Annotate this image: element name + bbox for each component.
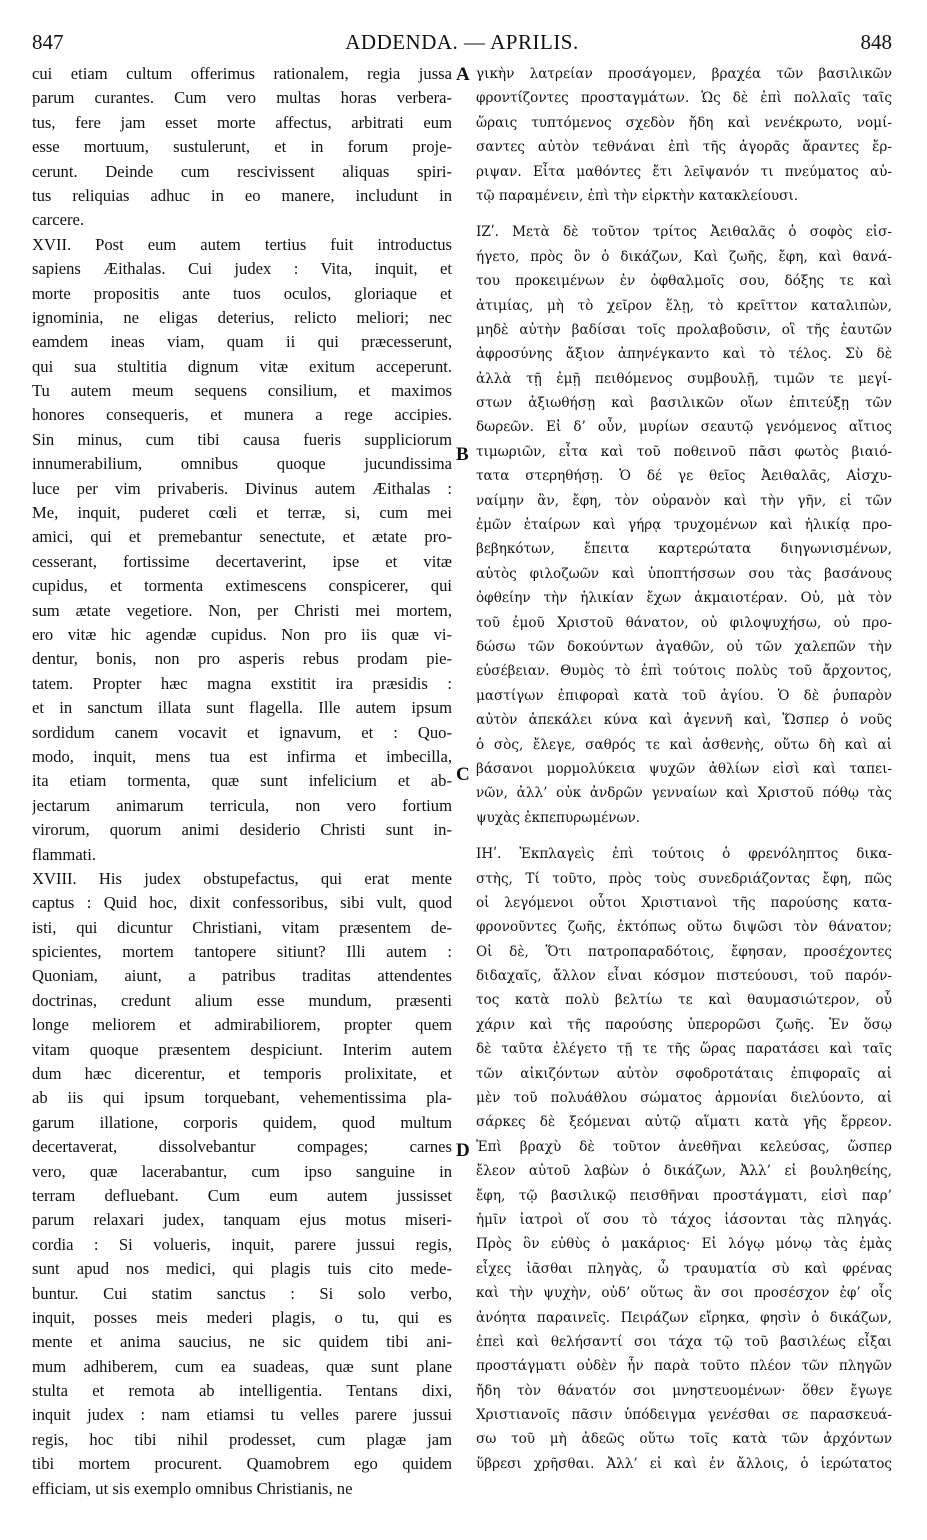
running-title: ADDENDA. — APRILIS. (345, 30, 579, 54)
greek-text-line: ΙΖʹ. Μετὰ δὲ τοῦτον τρίτος Ἀειθαλᾶς ὁ σοφὸς εἰσ- (476, 224, 892, 241)
page-number-left: 847 (32, 30, 64, 54)
latin-text-line: vero, quæ lacerabantur, cum ipso sanguine in (32, 1161, 452, 1181)
latin-text-line: innumerabilium, omnibus quoque jucundissima (32, 454, 452, 474)
paragraph-gap (476, 208, 892, 220)
greek-text-line: τατα στερηθήσῃ. Ὁ δέ γε θεῖος Ἀειθαλᾶς, Αἰσχυ- (476, 468, 892, 485)
latin-text-line: ab iis qui ipsum torquebant, vehementissima pla- (32, 1088, 452, 1108)
greek-text-line: φρονοῦντες ζωῆς, ἐκτόπως οὕτω διψῶσι τὸν θάνατον; (476, 919, 892, 936)
latin-text-line: tibi mortem procurent. Quamobrem ego quidem (32, 1454, 452, 1474)
latin-text-line: mum adhiberem, cum ea suadeas, quæ sunt plane (32, 1356, 452, 1376)
greek-text-line: μαστίγων ἐπιφοραὶ κατὰ τοῦ ἁγίου. Ὁ δὲ ῥυπαρὸν (476, 687, 892, 704)
latin-text-line: flammati. (32, 844, 97, 864)
greek-text-line: του προκειμένων ἐν ὀφθαλμοῖς σου, δόξης τε καὶ (476, 273, 892, 290)
latin-text-line: captus : Quid hoc, dixit confessoribus, sibi vult, quod (32, 893, 452, 913)
greek-text-line: ναίμην ἂν, ἔφη, τὸν οὐρανὸν καὶ τὴν γῆν, εἰ τῶν (476, 492, 892, 509)
latin-text-line: garum illatione, corporis quidem, quod multum (32, 1112, 452, 1132)
greek-text-line: ΙΗʹ. Ἐκπλαγεὶς ἐπὶ τούτοις ὁ φρενόληπτος δικα- (476, 846, 892, 863)
greek-text-line: δώσω τῶν δοκούντων ἀγαθῶν, οὐ τῶν χαλεπῶν τὴν (476, 638, 892, 655)
latin-text-line: Sin minus, cum tibi causa fueris suppliciorum (32, 429, 452, 449)
greek-text-line: βεβηκότων, ἔπειτα καρτερώτατα διηγωνισμένων, (476, 541, 892, 558)
greek-text-line: Πρὸς ὃν εὐθὺς ὁ μακάριος· Εἰ λόγῳ μόνῳ τὰς ἐμὰς (476, 1236, 892, 1253)
latin-text-line: buntur. Cui statim sanctus : Si solo verbo, (32, 1283, 452, 1303)
greek-text-line: αὐτὸν ἀπεκάλει κύνα καὶ ἀγεννῆ καὶ, Ὥσπερ ὁ νοῦς (476, 712, 892, 729)
latin-text-line: jectarum animarum terricula, non vero fortium (32, 795, 452, 815)
greek-text-line: ὁ σὸς, ἔλεγε, σαθρός τε καὶ ἀσθενὴς, οὕτω δὴ καὶ αἱ (476, 736, 892, 753)
latin-text-line: XVIII. His judex obstupefactus, qui erat mente (32, 868, 452, 888)
greek-text-line: δὲ ταῦτα ἐλέγετο τῇ τε τῆς ὥρας παρατάσει καὶ ταῖς (476, 1041, 892, 1058)
greek-text-line: σω τοῦ μὴ ἀδεῶς οὕτω τοῖς κατὰ τῶν ἀρχόντων (476, 1431, 892, 1448)
latin-text-line: sapiens Æithalas. Cui judex : Vita, inquit, et (32, 259, 452, 279)
latin-text-line: decertaverat, dissolvebantur compages; carnes (32, 1137, 452, 1157)
greek-text-line: ἀφροσύνης ἄξιον ἀπηνέγκαντο καὶ τὸ τέλος. Σὺ δὲ (476, 346, 892, 363)
paragraph-gap (476, 830, 892, 842)
greek-text-line: τιμωριῶν, εἶτα καὶ τοῦ ποθεινοῦ πᾶσι φωτὸς βιαιό- (476, 443, 892, 460)
latin-text-line: dum hæc dicerentur, et temporis prolixitate, et (32, 1064, 452, 1084)
latin-text-line: cerunt. Deinde cum rescivissent aliquas spiri- (32, 161, 452, 181)
greek-text-line: ἡμῖν ἰατροὶ οἵ σου τὸ τάχος ἰάσονται τὰς πληγάς. (476, 1211, 892, 1228)
greek-text-line: ψυχὰς ἐκπεπυρωμένων. (476, 809, 641, 826)
latin-text-line: dentur, bonis, non pro asperis rebus prodam pie- (32, 649, 452, 669)
greek-text-line: ἤδη τὸν θάνατόν σοι μνηστευομένων· ὅθεν ἔγωγε (476, 1382, 892, 1399)
latin-text-line: stulta et remota ab intelligentia. Tentans dixi, (32, 1381, 452, 1401)
latin-text-line: parum relaxari judex, tanquam ejus motus miseri- (32, 1210, 452, 1230)
greek-text-line: προστάγματι οὐδὲν ἦν παρὰ τοῦτο πλέον τῶν πληγῶν (476, 1358, 892, 1375)
latin-text-line: cupidus, et tormenta extimescens conspicerer, qui (32, 576, 452, 596)
latin-text-line: amici, qui et premebantur senectute, et ætate pro- (32, 527, 452, 547)
latin-text-line: inquit judex : nam etiamsi tu velles parere jussui (32, 1405, 452, 1425)
latin-text-line: Me, inquit, puderet cœli et terræ, si, cum mei (32, 503, 452, 523)
greek-text-line: ὕβρεσι χρῆσθαι. Ἀλλ’ εἰ καὶ ἐν ἄλλοις, ὁ ἱερώτατος (476, 1455, 892, 1472)
greek-text-line: ήγετο, πρὸς ὃν ὁ δικάζων, Καὶ ζωῆς, ἔφη, καὶ θανά- (476, 248, 892, 265)
latin-text-line: cui etiam cultum offerimus rationalem, regia jussa (32, 64, 452, 83)
greek-text-line: βάσανοι μορμολύκεια ψυχῶν ἀθλίων εἰσὶ καὶ ταπει- (476, 760, 892, 777)
greek-text-line: γικὴν λατρείαν προσάγομεν, βραχέα τῶν βασιλικῶν (476, 66, 892, 82)
latin-text-line: spicientes, mortem tantopere sitiunt? Illi autem : (32, 942, 452, 962)
latin-text-line: tus, fere jam esset morte affectus, arbitrati eum (32, 112, 452, 132)
latin-text-line: tus reliquias adhuc in eo manere, includunt in (32, 185, 452, 205)
greek-text-line: χάριν καὶ τῆς παρούσης ὑπερορῶσι ζωῆς. Ἐν ὅσῳ (476, 1016, 892, 1033)
latin-text-line: mente et anima saucius, ne sic quidem tibi ani- (32, 1332, 452, 1352)
greek-text-line: δωρεῶν. Εἰ δ’ οὖν, μυρίων σεαυτῷ γενόμενος αἴτιος (476, 419, 892, 436)
greek-text-line: Ἐπὶ βραχὺ δὲ τοῦτον ἀνεθῆναι κελεύσας, ὥσπερ (476, 1138, 892, 1155)
page-number-right: 848 (860, 30, 892, 54)
greek-text-line: ἀτιμίας, μὴ τὸ χεῖρον ἕλῃ, τὸ κρεῖττον καταλιπὼν, (476, 297, 892, 314)
latin-text-line: honores consequeris, et munera a rege accipies. (32, 405, 452, 425)
latin-text-line: qui sua stultitia dignum vitæ exitum acceperunt. (32, 356, 452, 376)
latin-text-line: sum ætate vegetiore. Non, per Christi mei mortem, (32, 600, 452, 620)
greek-text-line: ἔλεον αὐτοῦ λαβὼν ὁ δικάζων, Ἀλλ’ εἰ βουληθείης, (476, 1163, 892, 1180)
latin-text-line: parum curantes. Cum vero multas horas verbera- (32, 88, 452, 108)
greek-column (476, 62, 892, 1476)
greek-text-line: ἐμῶν ἑταίρων καὶ γήρᾳ τρυχομένων καὶ ἡλικίᾳ προ- (476, 517, 892, 534)
greek-text-line: ριψαν. Εἶτα μαθόντες ἔτι λεῖψανόν τι πνεύματος αὐ- (476, 163, 892, 180)
greek-text-line: τος κατὰ πολὺ βελτίω τε καὶ θαυμασιώτερον, οὗ (476, 992, 892, 1009)
latin-text-line: sunt apud nos medici, qui plagis tuis cito mede- (32, 1259, 452, 1279)
latin-column (32, 62, 452, 1501)
latin-text-line: doctrinas, credunt alium esse mundum, præsenti (32, 990, 452, 1010)
greek-text-line: Χριστιανοῖς πᾶσιν ὑπόδειγμα γενέσθαι σε παρασκευά- (476, 1407, 892, 1424)
latin-text-line: morte propositis ante tuos oculos, gloriaque et (32, 283, 452, 303)
greek-text-line: νῶν, ἀλλ’ οὐκ ἀνδρῶν γενναίων καὶ Χριστοῦ πόθῳ τὰς (476, 785, 892, 802)
greek-text-line: εἶχες ἰᾶσθαι πληγὰς, ὦ τραυματία σὺ καὶ φρένας (476, 1260, 892, 1277)
latin-text-line: ignominia, ne eligas deterius, relicto meliori; nec (32, 307, 452, 327)
greek-text-line: διδαχαῖς, ἄλλον εἶναι κόσμον πιστεύουσι, τοῦ παρόν- (476, 968, 892, 985)
latin-text-line: regis, hoc tibi nihil prodesset, cum plagæ jam (32, 1429, 452, 1449)
latin-text-line: Tu autem meum sequens consilium, et maximos (32, 381, 452, 401)
latin-text-line: modo, inquit, mens tua est infirma et imbecilla, (32, 746, 452, 766)
latin-text-line: cordia : Si volueris, inquit, parere jussui regis, (32, 1234, 452, 1254)
greek-text-line: στὴς, Τί τοῦτο, πρὸς τοὺς συνεδριάζοντας ἔφη, πῶς (476, 870, 892, 887)
latin-text-line: terram defluebant. Cum eum autem jussisset (32, 1185, 452, 1205)
greek-text-line: ὥραις τυπτόμενος σχεδὸν ἤδη καὶ νενέκρωτο, νομί- (476, 114, 892, 131)
greek-text-line: ὀφθείην τὴν ἡλικίαν ἔχων ἀκμαιοτέραν. Οὐ, μὰ τὸν (476, 590, 892, 607)
latin-text-line: carcere. (32, 210, 85, 230)
greek-text-line: φροντίζοντες προσταγμάτων. Ὡς δὲ ἐπὶ πολλαῖς ταῖς (476, 90, 892, 107)
section-marker-c: C (456, 764, 470, 785)
latin-text-line: XVII. Post eum autem tertius fuit introductus (32, 234, 452, 254)
section-marker-b: B (456, 444, 469, 465)
latin-text-line: cesserant, fortissime decertaverint, ipse et vitæ (32, 551, 452, 571)
greek-text-line: Οἱ δὲ, Ὅτι πατροπαραδότοις, ἔφησαν, προσέχοντες (476, 943, 892, 960)
section-marker-a: A (456, 64, 470, 85)
latin-text-line: et in sanctum illata sunt flagella. Ille autem ipsum (32, 698, 452, 718)
latin-text-line: Quoniam, aiunt, a patribus traditas attendentes (32, 966, 452, 986)
greek-text-line: ἔφη, τῷ βασιλικῷ πεισθῆναι προστάγματι, εἰσὶ παρ’ (476, 1187, 892, 1204)
latin-text-line: luce per vim privaberis. Divinus autem Æithalas : (32, 478, 452, 498)
greek-text-line: καὶ τὴν ψυχὴν, οὐδ’ οὕτως ἂν σοι προσέσχον ἐφ’ οἷς (476, 1285, 892, 1302)
greek-text-line: εὐσέβειαν. Θυμὸς τὸ ἐπὶ τούτοις πολὺς τοῦ ἄρχοντος, (476, 663, 892, 680)
greek-text-line: σάρκες δὲ ξεόμεναι αὐτῷ αἵματι κατὰ γῆς ἔρρεον. (476, 1114, 892, 1131)
page-header (32, 30, 892, 60)
greek-text-line: ἐπεὶ καὶ θελήσαντί σοι τάχα τῷ τοῦ βασιλέως εἶξαι (476, 1333, 892, 1350)
greek-text-line: τῷ παραμένειν, ἐπὶ τὴν εἱρκτὴν κατακλείουσι. (476, 187, 799, 204)
greek-text-line: μὲν τοῦ πολυάθλου σώματος ἁρμονίαι διελύοντο, αἱ (476, 1090, 892, 1107)
latin-text-line: isti, qui dicuntur Christiani, vitam præsentem de- (32, 917, 452, 937)
latin-text-line: esse mortuum, sustulerunt, et in forum proje- (32, 137, 452, 157)
greek-text-line: τῶν αἰκιζόντων αὐτὸν σφοδροτάταις ἐπιφοραῖς αἱ (476, 1065, 892, 1082)
greek-text-line: ἀνόητα παραινεῖς. Πειράζων εἴρηκα, φησὶν ὁ δικάζων, (476, 1309, 892, 1326)
greek-text-line: ἀλλὰ τῇ ἐμῇ πειθόμενος συμβουλῇ, τιμῶν τε μεγί- (476, 370, 892, 387)
latin-text-line: vitam quoque præsentem despiciunt. Interim autem (32, 1039, 452, 1059)
latin-text-line: longe meliorem et admirabiliorem, propter quem (32, 1015, 452, 1035)
latin-text-line: eamdem ineas viam, quam ii qui præcesserunt, (32, 332, 452, 352)
greek-text-line: αὐτὸς φιλοζωῶν καὶ ὑποπτήσσων σου τὰς βασάνους (476, 565, 892, 582)
greek-text-line: σαντες αὐτὸν τεθνάναι ἐπὶ τῆς ἀγορᾶς ἄραντες ἔρ- (476, 139, 892, 156)
greek-text-line: τοῦ ἐμοῦ Χριστοῦ θάνατον, οὐ φιλοψυχήσω, οὐ προ- (476, 614, 892, 631)
latin-text-line: inquit, posses meis mederi plagis, o tu, qui es (32, 1307, 452, 1327)
latin-text-line: tatem. Propter hæc magna exstitit ira præsidis : (32, 673, 452, 693)
greek-text-line: οἱ λεγόμενοι οὗτοι Χριστιανοὶ τῆς παρούσης κατα- (476, 894, 892, 911)
latin-text-line: ero vitæ hic agendæ cupidus. Non pro iis quæ vi- (32, 624, 452, 644)
section-marker-d: D (456, 1140, 470, 1161)
latin-text-line: ita etiam tormenta, quæ sunt infelicium et ab- (32, 771, 452, 791)
greek-text-line: μηδὲ αὐτὴν βαδίσαι τοῖς προλαβοῦσιν, οἳ τῆς ἑαυτῶν (476, 321, 892, 338)
latin-text-line: virorum, quorum animi desiderio Christi sunt in- (32, 820, 452, 840)
latin-text-line: sordidum canem vocavit et ignavum, et : Quo- (32, 722, 452, 742)
greek-text-line: στων ἀξιωθήσῃ καὶ βασιλικῶν οἵων ἐπιτεύξῃ τῶν (476, 395, 892, 412)
latin-text-line: efficiam, ut sis exemplo omnibus Christianis, ne (32, 1478, 353, 1498)
